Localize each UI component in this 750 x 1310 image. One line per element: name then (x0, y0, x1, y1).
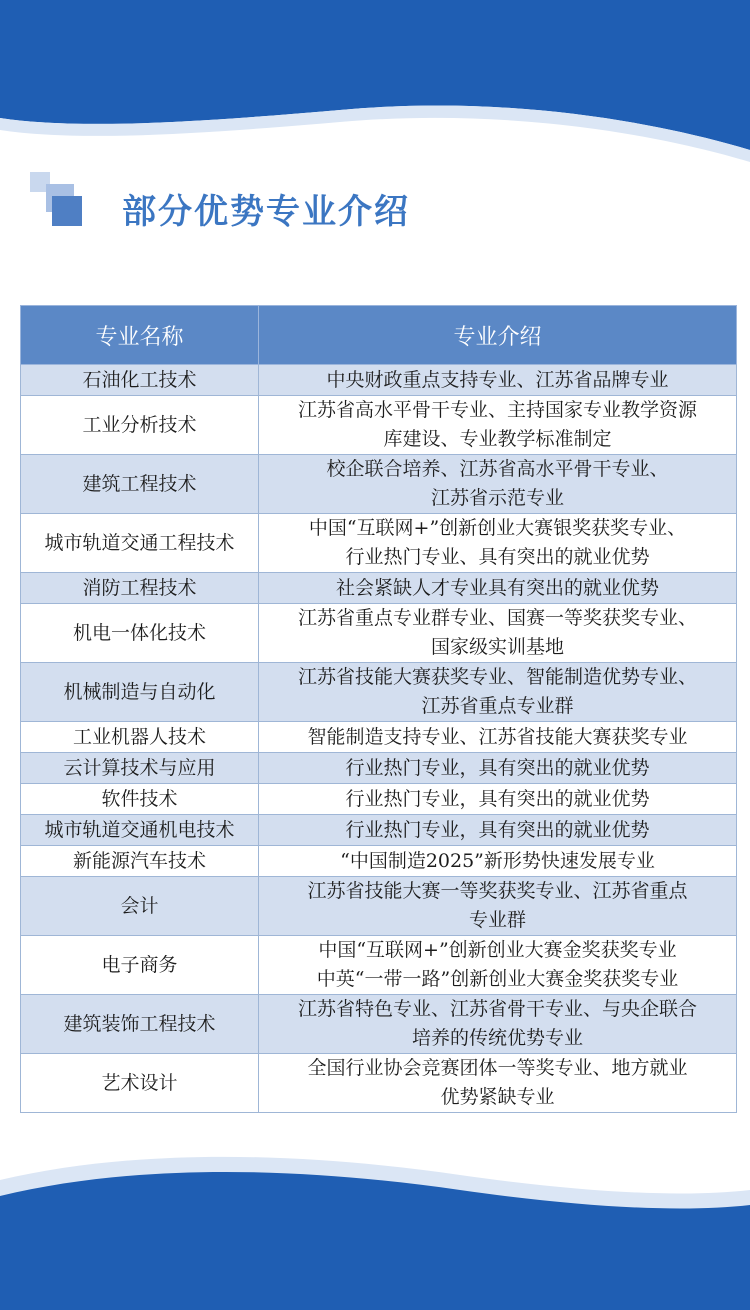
major-intro-cell (259, 663, 737, 722)
table-row (21, 365, 737, 396)
table-row (21, 604, 737, 663)
table-row (21, 846, 737, 877)
major-intro-cell (259, 573, 737, 604)
major-intro-cell (259, 604, 737, 663)
top-wave-banner (0, 0, 750, 170)
major-intro-line: 专业群 (468, 909, 526, 931)
page-title: 部分优势专业介绍 (122, 192, 410, 232)
major-name-cell (21, 514, 259, 573)
major-intro-line: 库建设、专业教学标准制定 (383, 428, 612, 450)
major-intro-cell (259, 455, 737, 514)
major-name-cell (21, 753, 259, 784)
major-name-cell (21, 936, 259, 995)
major-intro-line: 行业热门专业，具有突出的就业优势 (345, 757, 650, 779)
major-name-cell (21, 815, 259, 846)
major-name: 云计算技术与应用 (63, 757, 216, 779)
major-name: 工业分析技术 (82, 413, 197, 436)
major-intro-cell (259, 936, 737, 995)
major-intro-cell (259, 815, 737, 846)
major-intro-line: 行业热门专业，具有突出的就业优势 (345, 819, 650, 841)
major-name: 工业机器人技术 (72, 726, 206, 748)
table-row (21, 663, 737, 722)
major-name-cell (21, 722, 259, 753)
major-name-cell (21, 663, 259, 722)
major-intro-line: 全国行业协会竞赛团体一等奖专业、地方就业 (307, 1057, 688, 1079)
major-intro-line: “中国制造2025”新形势快速发展专业 (340, 850, 655, 872)
major-name: 消防工程技术 (82, 577, 197, 599)
major-name: 城市轨道交通工程技术 (44, 531, 235, 554)
major-intro-line: 优势紧缺专业 (440, 1086, 555, 1108)
major-intro-line: 中国“互联网+”创新创业大赛银奖获奖专业、 (308, 517, 687, 539)
major-intro-line: 社会紧缺人才专业具有突出的就业优势 (335, 577, 659, 599)
major-name: 机电一体化技术 (72, 621, 206, 644)
major-intro-line: 江苏省重点专业群 (421, 695, 574, 717)
major-intro-line: 江苏省特色专业、江苏省骨干专业、与央企联合 (297, 998, 697, 1020)
major-intro-cell (259, 846, 737, 877)
table-header-row (21, 306, 737, 365)
table-row (21, 573, 737, 604)
major-intro-cell (259, 396, 737, 455)
major-intro-line: 中国“互联网+”创新创业大赛金奖获奖专业 (318, 939, 677, 961)
major-intro-line: 江苏省技能大赛获奖专业、智能制造优势专业、 (297, 666, 697, 688)
major-name-cell (21, 396, 259, 455)
major-name: 建筑工程技术 (82, 472, 197, 495)
major-name-cell (21, 573, 259, 604)
major-intro-line: 行业热门专业，具有突出的就业优势 (345, 788, 650, 810)
bottom-wave-banner (0, 1150, 750, 1310)
major-name-cell (21, 995, 259, 1054)
major-intro-line: 江苏省高水平骨干专业、主持国家专业教学资源 (297, 399, 697, 421)
major-name: 艺术设计 (101, 1071, 178, 1094)
major-intro-cell (259, 514, 737, 573)
major-name-cell (21, 455, 259, 514)
major-intro-cell (259, 753, 737, 784)
major-name-cell (21, 784, 259, 815)
major-name: 建筑装饰工程技术 (63, 1012, 216, 1035)
major-name: 机械制造与自动化 (63, 680, 216, 703)
major-intro-cell (259, 877, 737, 936)
major-name: 新能源汽车技术 (72, 850, 206, 872)
table-row (21, 784, 737, 815)
section-header (30, 172, 730, 242)
table-row (21, 1054, 737, 1113)
major-intro-line: 中央财政重点支持专业、江苏省品牌专业 (326, 369, 669, 391)
decorative-square (52, 196, 82, 226)
major-name-cell (21, 846, 259, 877)
column-header-name: 专业名称 (21, 306, 259, 365)
major-name: 电子商务 (101, 953, 178, 976)
major-name: 软件技术 (101, 788, 178, 810)
major-name: 石油化工技术 (82, 369, 197, 391)
major-intro-cell (259, 995, 737, 1054)
major-name-cell (21, 604, 259, 663)
majors-table (20, 305, 737, 1113)
major-intro-line: 江苏省技能大赛一等奖获奖专业、江苏省重点 (307, 880, 688, 902)
table-row (21, 753, 737, 784)
major-name: 会计 (120, 894, 159, 917)
major-intro-line: 行业热门专业、具有突出的就业优势 (345, 546, 650, 568)
table-row (21, 877, 737, 936)
major-name-cell (21, 365, 259, 396)
table-row (21, 455, 737, 514)
major-intro-cell (259, 365, 737, 396)
major-intro-cell (259, 784, 737, 815)
major-intro-cell (259, 722, 737, 753)
table-row (21, 815, 737, 846)
major-intro-cell (259, 1054, 737, 1113)
major-intro-line: 中英“一带一路”创新创业大赛金奖获奖专业 (316, 968, 679, 990)
table-row (21, 722, 737, 753)
table-row (21, 995, 737, 1054)
major-name: 城市轨道交通机电技术 (44, 819, 235, 841)
major-name-cell (21, 1054, 259, 1113)
table-body (21, 365, 737, 1113)
major-name-cell (21, 877, 259, 936)
table-row (21, 514, 737, 573)
major-intro-line: 培养的传统优势专业 (411, 1027, 583, 1049)
major-intro-line: 智能制造支持专业、江苏省技能大赛获奖专业 (307, 726, 688, 748)
major-intro-line: 国家级实训基地 (430, 636, 564, 658)
column-header-intro: 专业介绍 (259, 306, 737, 365)
major-intro-line: 江苏省重点专业群专业、国赛一等奖获奖专业、 (297, 607, 697, 629)
major-intro-line: 校企联合培养、江苏省高水平骨干专业、 (326, 458, 669, 480)
table-row (21, 396, 737, 455)
major-intro-line: 江苏省示范专业 (430, 487, 564, 509)
table-row (21, 936, 737, 995)
